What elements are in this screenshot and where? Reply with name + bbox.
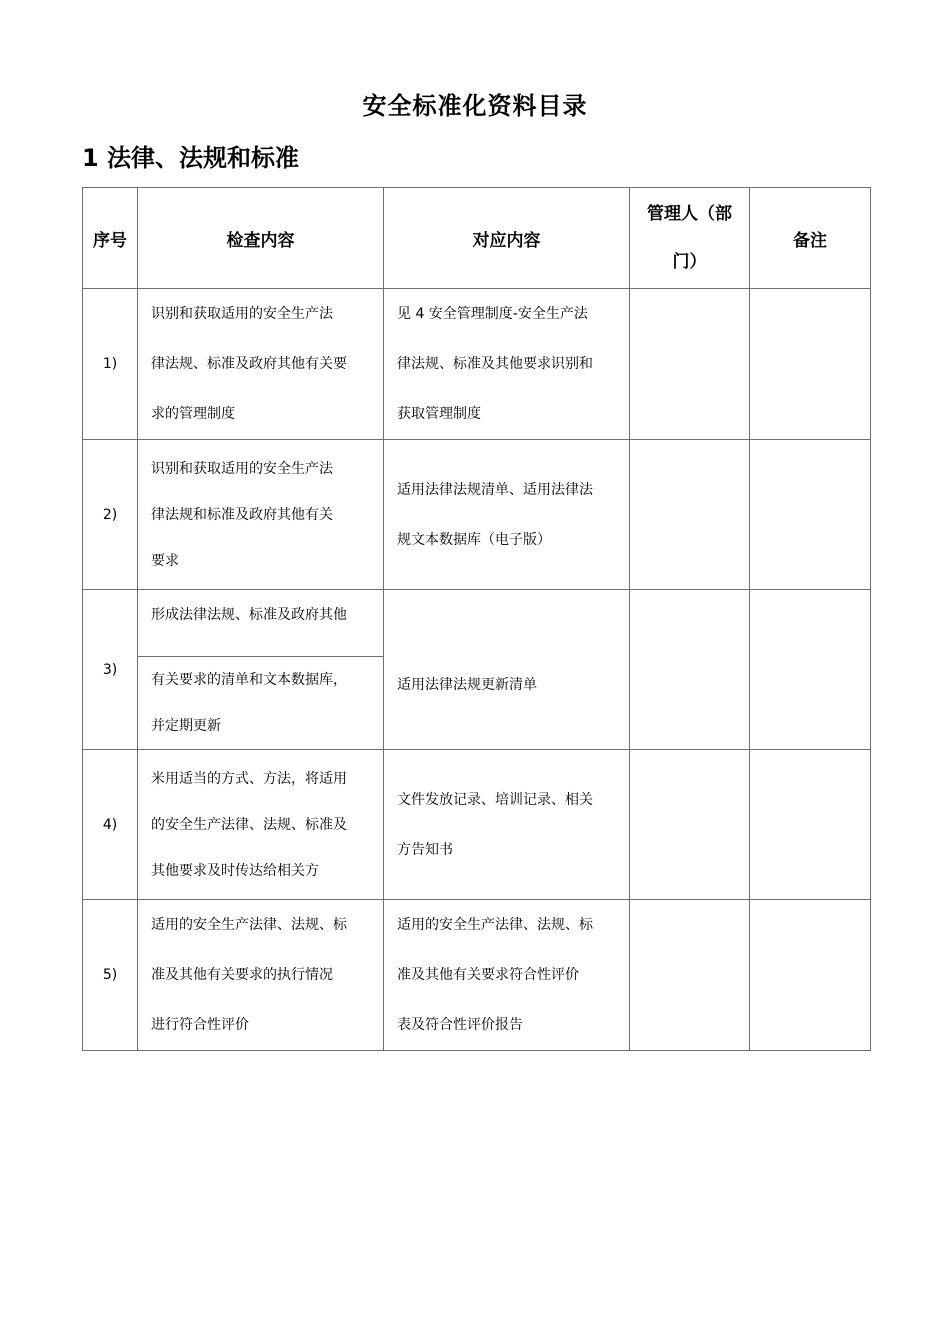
- header-corresponding: 对应内容: [384, 188, 630, 289]
- row-check-content: [138, 289, 384, 440]
- check-line: 适用的安全生产法律、法规、标: [151, 917, 347, 933]
- row-index: 5): [83, 900, 138, 1051]
- table-row: [83, 590, 871, 750]
- row-manager: [630, 900, 750, 1051]
- row-check-content: [138, 590, 384, 750]
- row-corresponding: [384, 590, 630, 750]
- table-row: [83, 750, 871, 900]
- header-manager: [630, 188, 750, 289]
- row-manager: [630, 289, 750, 440]
- check-line: 米用适当的方式、方法，将适用: [151, 770, 347, 787]
- row-check-content: [138, 900, 384, 1051]
- check-line: 求的管理制度: [151, 406, 235, 422]
- header-remarks: 备注: [750, 188, 871, 289]
- corresponding-line: 获取管理制度: [397, 406, 481, 422]
- section-heading: 1 法律、法规和标准: [82, 144, 300, 172]
- row-manager: [630, 590, 750, 750]
- corresponding-line: 方告知书: [397, 841, 453, 858]
- corresponding-line: 见 4 安全管理制度-安全生产法: [397, 306, 588, 322]
- row-index: 2): [83, 440, 138, 590]
- row-remarks: [750, 900, 871, 1051]
- header-manager-line1: 管理人（部: [647, 204, 732, 224]
- check-line: 进行符合性评价: [151, 1017, 249, 1033]
- corresponding-line: 表及符合性评价报告: [397, 1017, 523, 1033]
- check-line: 识别和获取适用的安全生产法: [151, 460, 333, 477]
- header-manager-line2: 门）: [672, 252, 707, 272]
- row-check-content: [138, 750, 384, 900]
- corresponding-line: 文件发放记录、培训记录、相关: [397, 791, 593, 808]
- check-line: 律法规和标准及政府其他有关: [151, 506, 333, 523]
- row-manager: [630, 750, 750, 900]
- corresponding-line: 准及其他有关要求符合性评价: [397, 967, 579, 983]
- row-check-content: [138, 440, 384, 590]
- row-manager: [630, 440, 750, 590]
- row-corresponding: [384, 289, 630, 440]
- check-line: 的安全生产法律、法规、标准及: [151, 816, 347, 833]
- row-remarks: [750, 440, 871, 590]
- row-index: 3): [83, 590, 138, 750]
- row-remarks: [750, 289, 871, 440]
- table-row: [83, 900, 871, 1051]
- catalog-table: [82, 187, 871, 1051]
- check-line: 形成法律法规、标准及政府其他: [138, 590, 383, 657]
- corresponding-line: 律法规、标准及其他要求识别和: [397, 356, 593, 372]
- check-line: 其他要求及时传达给相关方: [151, 862, 319, 879]
- corresponding-line: 适用法律法规更新清单: [397, 676, 537, 693]
- header-index: 序号: [83, 188, 138, 289]
- row-corresponding: [384, 900, 630, 1051]
- check-line: 并定期更新: [151, 718, 221, 734]
- row-remarks: [750, 750, 871, 900]
- check-line: 有关要求的清单和文本数据库，: [151, 672, 347, 688]
- check-line: 识别和获取适用的安全生产法: [151, 306, 333, 322]
- table-row: [83, 440, 871, 590]
- header-check-content: 检查内容: [138, 188, 384, 289]
- corresponding-line: 适用的安全生产法律、法规、标: [397, 917, 593, 933]
- table-header-row: [83, 188, 871, 289]
- corresponding-line: 适用法律法规清单、适用法律法: [397, 481, 593, 498]
- row-index: 4): [83, 750, 138, 900]
- check-line: 要求: [151, 552, 179, 569]
- check-line: 准及其他有关要求的执行情况: [151, 967, 333, 983]
- corresponding-line: 规文本数据库（电子版）: [397, 531, 551, 548]
- table-row: [83, 289, 871, 440]
- document-title: 安全标准化资料目录: [362, 92, 588, 120]
- row-index: 1): [83, 289, 138, 440]
- row-corresponding: [384, 750, 630, 900]
- row-corresponding: [384, 440, 630, 590]
- check-line: 律法规、标准及政府其他有关要: [151, 356, 347, 372]
- row-remarks: [750, 590, 871, 750]
